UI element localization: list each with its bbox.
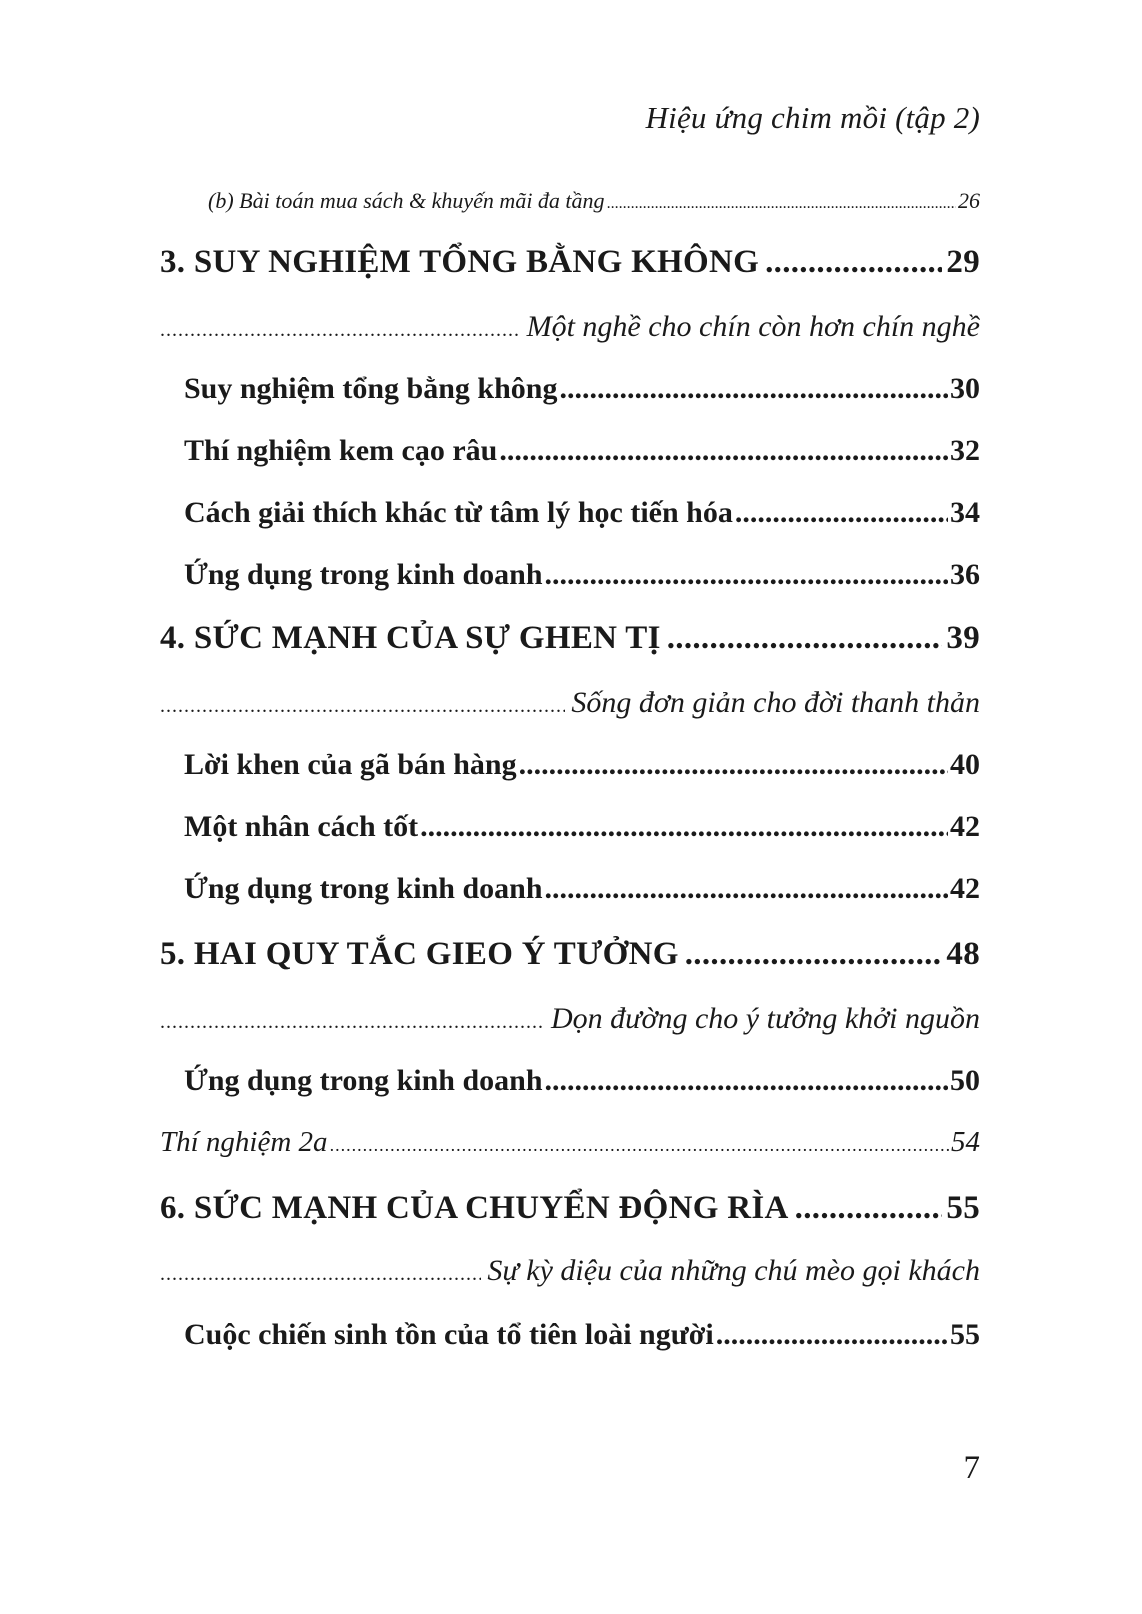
toc-entry-title: 6. SỨC MẠNH CỦA CHUYỂN ĐỘNG RÌA <box>160 1190 789 1226</box>
toc-entry-page: 32 <box>950 434 980 467</box>
toc-subtitle-text: Sống đơn giản cho đời thanh thản <box>571 686 980 719</box>
toc-entry-section[interactable] <box>184 1318 980 1352</box>
leader-dots <box>160 1263 481 1286</box>
toc-entry-title: Ứng dụng trong kinh doanh <box>184 1064 543 1097</box>
toc-entry-title: Ứng dụng trong kinh doanh <box>184 872 543 905</box>
toc-entry-title: Cuộc chiến sinh tồn của tổ tiên loài người <box>184 1318 714 1351</box>
leader-dots <box>795 1190 943 1227</box>
toc-entry-section[interactable] <box>184 1064 980 1098</box>
toc-entry-page: 42 <box>950 810 980 843</box>
toc-chapter-subtitle <box>160 1002 980 1036</box>
leader-dots <box>667 620 943 657</box>
toc-entry-title: Thí nghiệm kem cạo râu <box>184 434 498 467</box>
toc-entry-page: 50 <box>950 1064 980 1097</box>
toc-entry-page: 55 <box>946 1190 980 1226</box>
toc-entry-page: 36 <box>950 558 980 591</box>
leader-dots <box>519 748 948 782</box>
running-header: Hiệu ứng chim mồi (tập 2) <box>645 100 980 135</box>
leader-dots <box>160 319 521 342</box>
toc-entry-chapter-3[interactable] <box>160 244 980 281</box>
leader-dots <box>607 195 956 213</box>
toc-entry-page: 40 <box>950 748 980 781</box>
leader-dots <box>160 1011 545 1034</box>
toc-entry-section[interactable] <box>184 810 980 844</box>
toc-subtitle-text: Dọn đường cho ý tưởng khởi nguồn <box>550 1002 980 1035</box>
toc-entry-page: 54 <box>951 1126 980 1158</box>
toc-entry-title: Lời khen của gã bán hàng <box>184 748 517 781</box>
toc-entry-chapter-4[interactable] <box>160 620 980 657</box>
leader-dots <box>330 1135 949 1156</box>
toc-entry-page: 26 <box>958 188 980 213</box>
leader-dots <box>735 496 948 530</box>
toc-entry-page: 30 <box>950 372 980 405</box>
leader-dots <box>685 936 943 973</box>
toc-entry-title: 5. HAI QUY TẮC GIEO Ý TƯỞNG <box>160 936 679 972</box>
toc-entry-page: 55 <box>950 1318 980 1351</box>
toc-entry-title: (b) Bài toán mua sách & khuyến mãi đa tầng <box>208 188 605 213</box>
leader-dots <box>160 695 565 718</box>
leader-dots <box>420 810 948 844</box>
leader-dots <box>765 244 942 281</box>
leader-dots <box>545 872 948 906</box>
toc-entry-title: 3. SUY NGHIỆM TỔNG BẰNG KHÔNG <box>160 244 760 280</box>
toc-entry-page: 48 <box>946 936 980 972</box>
leader-dots <box>716 1318 948 1352</box>
leader-dots <box>499 434 948 468</box>
toc-entry-section[interactable] <box>184 872 980 906</box>
toc-subtitle-text: Sự kỳ diệu của những chú mèo gọi khách <box>487 1254 980 1287</box>
toc-entry-section[interactable] <box>184 558 980 592</box>
toc-entry-title: Ứng dụng trong kinh doanh <box>184 558 543 591</box>
toc-entry-page: 39 <box>946 620 980 656</box>
toc-chapter-subtitle <box>160 1254 980 1288</box>
toc-chapter-subtitle <box>160 310 980 344</box>
toc-entry-section[interactable] <box>184 496 980 530</box>
toc-entry-page: 29 <box>946 244 980 280</box>
toc-subtitle-text: Một nghề cho chín còn hơn chín nghề <box>526 310 980 343</box>
toc-entry-page: 42 <box>950 872 980 905</box>
toc-entry-page: 34 <box>950 496 980 529</box>
leader-dots <box>559 372 948 406</box>
toc-entry-section[interactable] <box>184 434 980 468</box>
toc-entry-section[interactable] <box>184 748 980 782</box>
toc-entry-section[interactable] <box>184 372 980 406</box>
leader-dots <box>545 558 948 592</box>
toc-entry-title: Cách giải thích khác từ tâm lý học tiến hóa <box>184 496 733 529</box>
toc-entry-italic[interactable] <box>160 1126 980 1159</box>
toc-chapter-subtitle <box>160 686 980 720</box>
toc-entry-subsection[interactable] <box>208 188 980 214</box>
toc-entry-title: 4. SỨC MẠNH CỦA SỰ GHEN TỊ <box>160 620 661 656</box>
toc-entry-chapter-6[interactable] <box>160 1190 980 1227</box>
toc-entry-title: Một nhân cách tốt <box>184 810 419 843</box>
toc-entry-title: Thí nghiệm 2a <box>160 1126 328 1158</box>
toc-entry-chapter-5[interactable] <box>160 936 980 973</box>
leader-dots <box>545 1064 948 1098</box>
page-number: 7 <box>963 1450 980 1486</box>
toc-entry-title: Suy nghiệm tổng bằng không <box>184 372 558 405</box>
